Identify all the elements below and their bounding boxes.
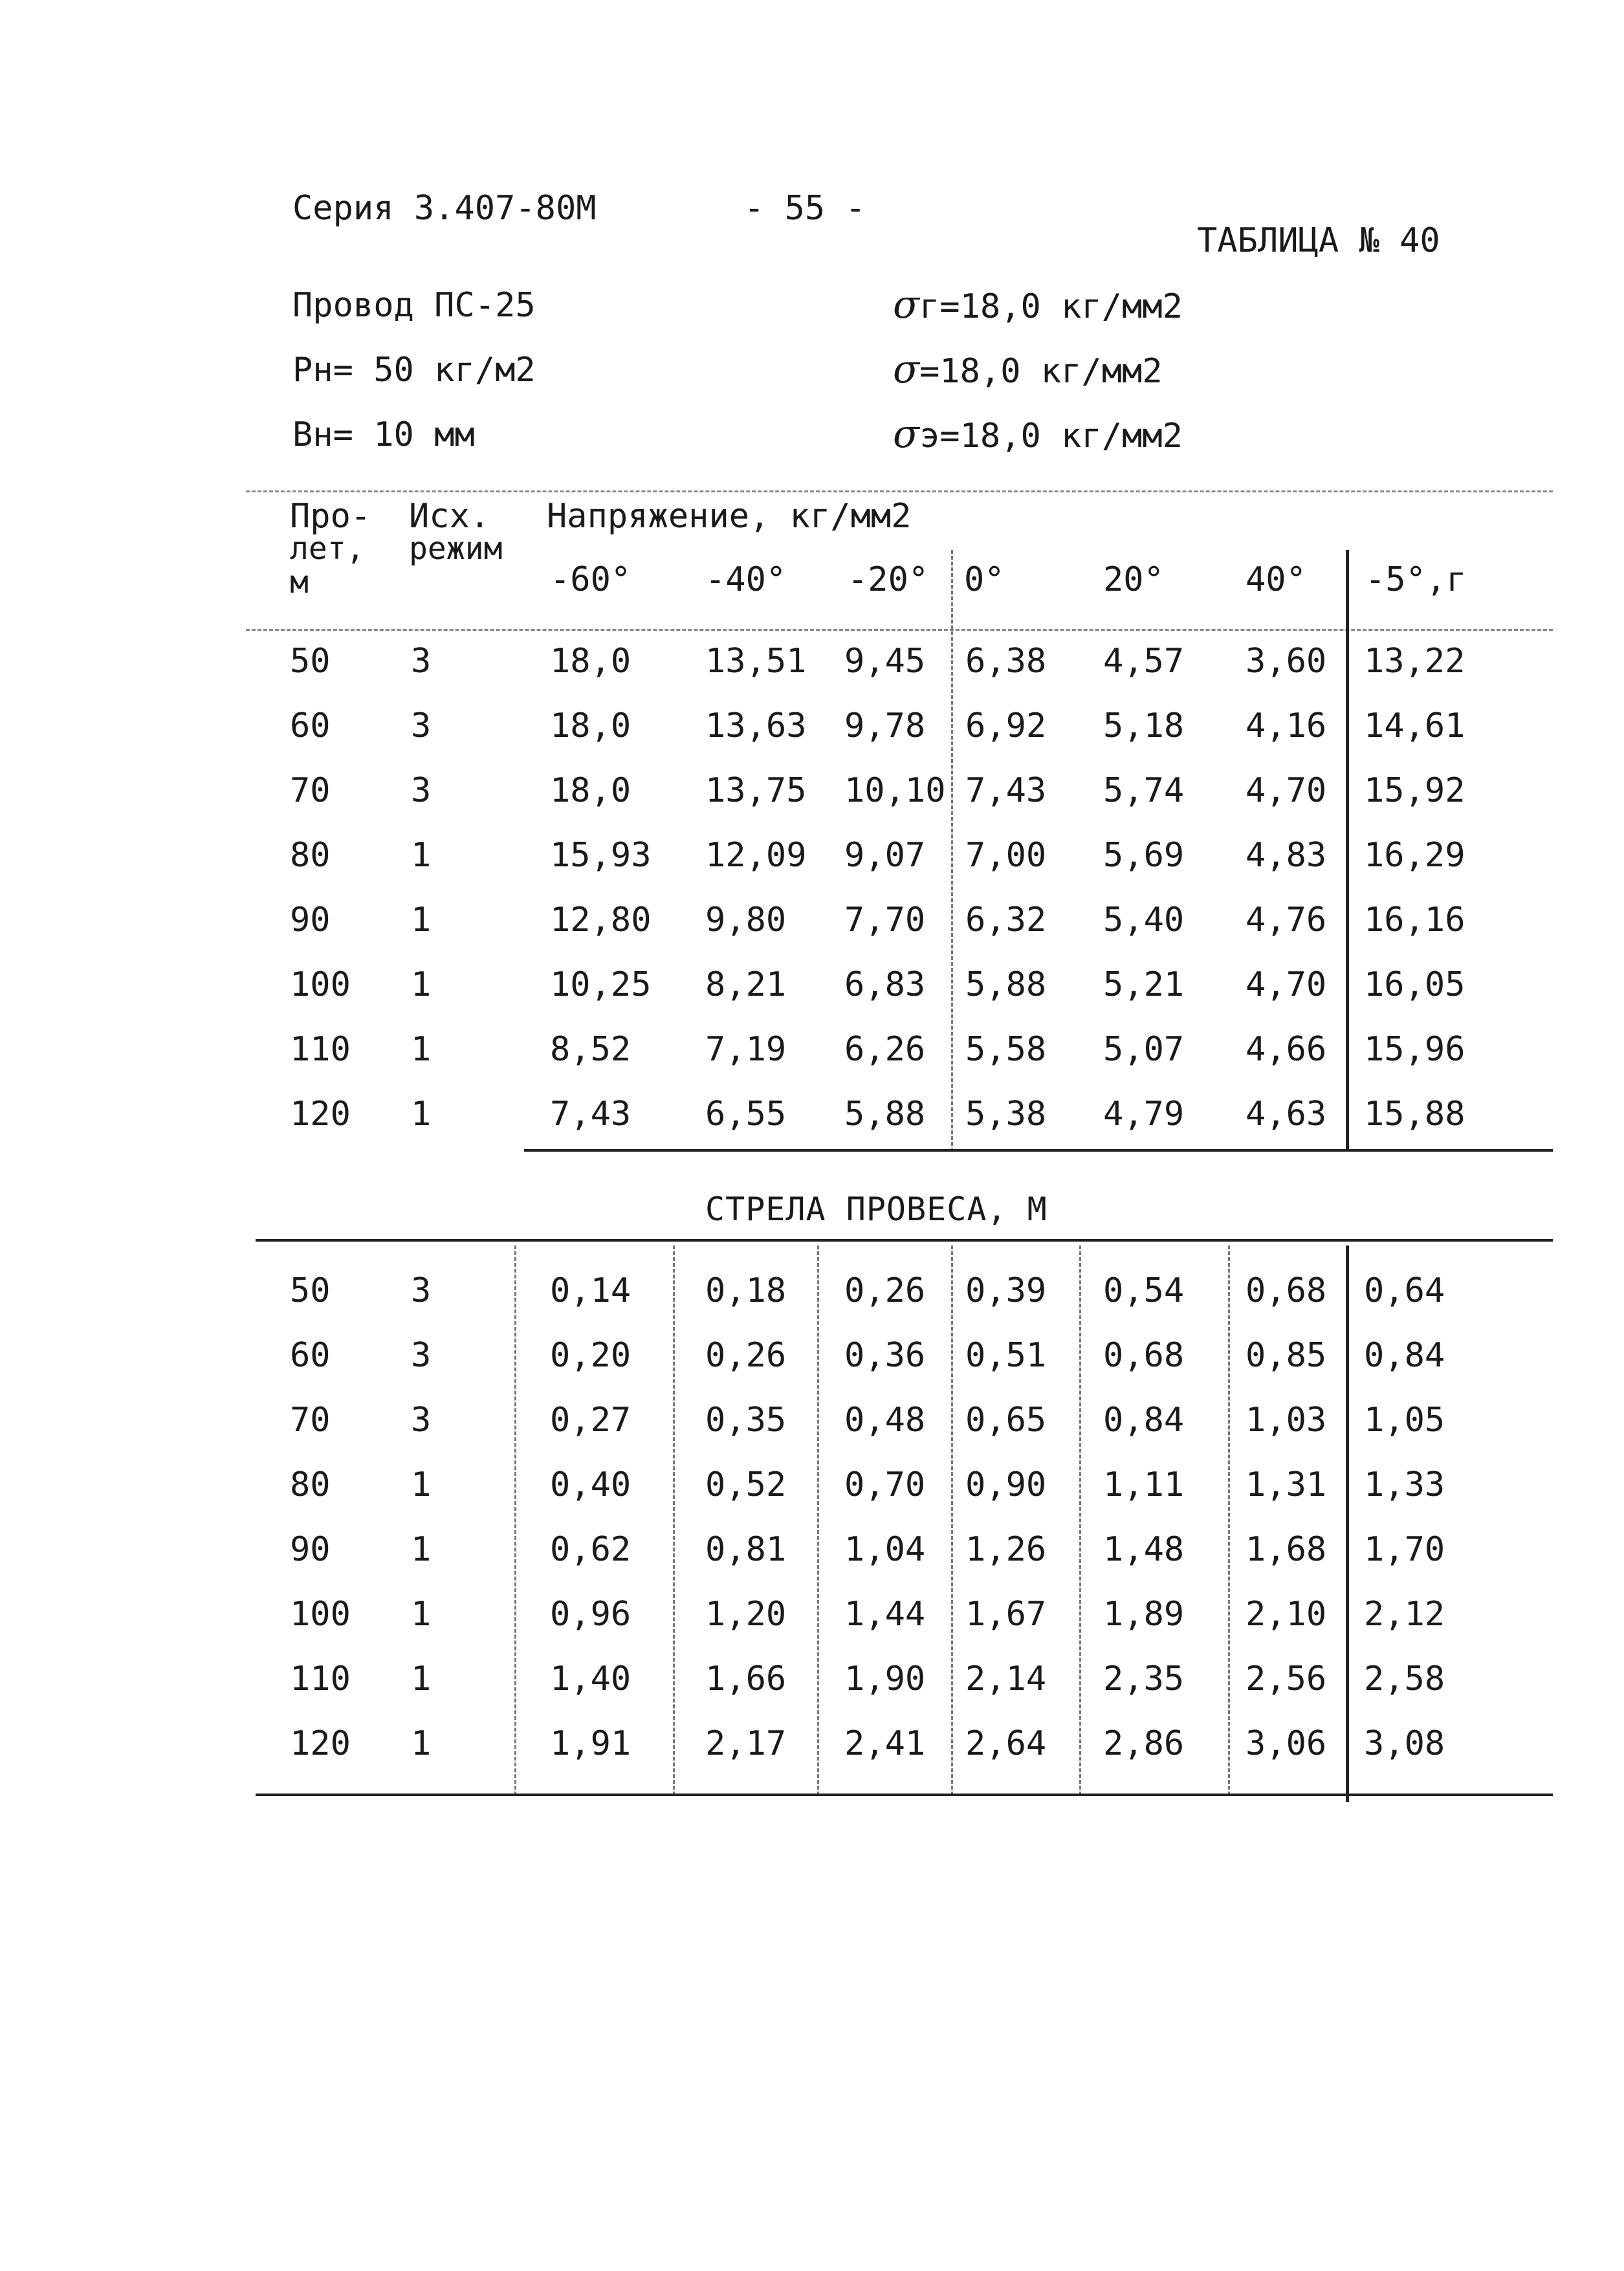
sag-span-cell: 100	[290, 1595, 351, 1634]
col-temp-m60: -60°	[550, 560, 631, 599]
sag-divider	[1079, 1245, 1081, 1795]
stress-mode-cell: 3	[411, 642, 432, 681]
sag-value-cell: 0,40	[550, 1465, 631, 1504]
sag-value-cell: 1,33	[1364, 1465, 1445, 1504]
stress-span-cell: 80	[290, 836, 331, 875]
sag-value-cell: 1,89	[1103, 1595, 1185, 1634]
sag-bottom-rule	[256, 1794, 1553, 1796]
sag-mode-cell: 1	[411, 1595, 432, 1634]
sag-value-cell: 0,68	[1245, 1271, 1327, 1310]
sag-divider	[817, 1245, 819, 1795]
sag-value-cell: 1,26	[965, 1530, 1047, 1569]
sag-span-cell: 120	[290, 1724, 351, 1763]
stress-value-cell: 5,88	[844, 1095, 926, 1134]
stress-value-cell: 15,88	[1364, 1095, 1465, 1134]
stress-value-cell: 18,0	[550, 771, 631, 810]
sag-value-cell: 1,48	[1103, 1530, 1185, 1569]
stress-value-cell: 6,38	[965, 642, 1047, 681]
sag-value-cell: 0,81	[705, 1530, 787, 1569]
sigma-g-value: г=18,0 кг/мм2	[919, 287, 1183, 326]
param-sigma-e	[893, 411, 1183, 457]
stress-value-cell: 4,70	[1245, 771, 1327, 810]
stress-value-cell: 13,63	[705, 707, 807, 745]
stress-mode-cell: 1	[411, 1030, 432, 1069]
stress-span-cell: 110	[290, 1030, 351, 1069]
stress-value-cell: 10,25	[550, 965, 652, 1004]
stress-value-cell: 16,16	[1364, 901, 1465, 939]
sag-span-cell: 80	[290, 1465, 331, 1504]
sag-value-cell: 0,54	[1103, 1271, 1185, 1310]
stress-value-cell: 5,21	[1103, 965, 1185, 1004]
sag-value-cell: 2,14	[965, 1660, 1047, 1698]
stress-value-cell: 4,70	[1245, 965, 1327, 1004]
stress-mode-cell: 1	[411, 1095, 432, 1134]
sag-value-cell: 2,12	[1364, 1595, 1445, 1634]
sag-value-cell: 2,10	[1245, 1595, 1327, 1634]
stress-value-cell: 6,83	[844, 965, 926, 1004]
sag-value-cell: 1,05	[1364, 1401, 1445, 1440]
stress-value-cell: 16,05	[1364, 965, 1465, 1004]
sag-value-cell: 0,26	[844, 1271, 926, 1310]
stress-mode-cell: 3	[411, 771, 432, 810]
stress-value-cell: 4,66	[1245, 1030, 1327, 1069]
stress-value-cell: 8,52	[550, 1030, 631, 1069]
stress-value-cell: 4,76	[1245, 901, 1327, 939]
sag-mode-cell: 1	[411, 1660, 432, 1698]
param-sigma-g	[893, 282, 1183, 327]
sag-value-cell: 0,26	[705, 1336, 787, 1375]
stress-value-cell: 9,07	[844, 836, 926, 875]
sag-value-cell: 1,90	[844, 1660, 926, 1698]
stress-value-cell: 6,26	[844, 1030, 926, 1069]
stress-value-cell: 14,61	[1364, 707, 1465, 745]
sag-value-cell: 0,48	[844, 1401, 926, 1440]
stress-value-cell: 5,88	[965, 965, 1047, 1004]
sag-value-cell: 0,14	[550, 1271, 631, 1310]
stress-value-cell: 15,93	[550, 836, 652, 875]
sag-mode-cell: 1	[411, 1530, 432, 1569]
col-temp-m5g: -5°,г	[1365, 560, 1467, 599]
sag-mode-cell: 3	[411, 1271, 432, 1310]
stress-value-cell: 15,92	[1364, 771, 1465, 810]
sag-value-cell: 0,65	[965, 1401, 1047, 1440]
stress-span-cell: 100	[290, 965, 351, 1004]
col-temp-20: 20°	[1103, 560, 1164, 599]
sag-value-cell: 0,84	[1103, 1401, 1185, 1440]
col-span-line2: лет,	[290, 531, 365, 567]
stress-value-cell: 7,00	[965, 836, 1047, 875]
sag-value-cell: 2,41	[844, 1724, 926, 1763]
stress-value-cell: 4,63	[1245, 1095, 1327, 1134]
stress-value-cell: 7,70	[844, 901, 926, 939]
sag-span-cell: 60	[290, 1336, 331, 1375]
sigma-icon: σ	[893, 411, 919, 457]
sag-value-cell: 1,04	[844, 1530, 926, 1569]
sag-value-cell: 0,39	[965, 1271, 1047, 1310]
stress-value-cell: 13,51	[705, 642, 807, 681]
sag-divider-solid	[1346, 1245, 1349, 1802]
stress-value-cell: 6,32	[965, 901, 1047, 939]
sigma-icon: σ	[893, 282, 919, 327]
stress-span-cell: 120	[290, 1095, 351, 1134]
sag-span-cell: 70	[290, 1401, 331, 1440]
stress-value-cell: 13,22	[1364, 642, 1465, 681]
stress-value-cell: 12,09	[705, 836, 807, 875]
sag-mode-cell: 1	[411, 1465, 432, 1504]
col-temp-40: 40°	[1245, 560, 1306, 599]
sag-title: СТРЕЛА ПРОВЕСА, М	[705, 1190, 1048, 1228]
stress-mode-cell: 1	[411, 901, 432, 939]
stress-value-cell: 5,69	[1103, 836, 1185, 875]
stress-mode-cell: 1	[411, 965, 432, 1004]
sag-value-cell: 2,35	[1103, 1660, 1185, 1698]
sag-divider	[514, 1245, 516, 1795]
sag-value-cell: 1,66	[705, 1660, 787, 1698]
stress-value-cell: 5,18	[1103, 707, 1185, 745]
sag-value-cell: 0,90	[965, 1465, 1047, 1504]
param-sigma-minus	[893, 347, 1163, 392]
stress-value-cell: 16,29	[1364, 836, 1465, 875]
sag-value-cell: 2,64	[965, 1724, 1047, 1763]
sag-value-cell: 2,17	[705, 1724, 787, 1763]
sigma-minus-value: =18,0 кг/мм2	[919, 352, 1163, 391]
stress-value-cell: 9,80	[705, 901, 787, 939]
sag-divider	[1228, 1245, 1230, 1795]
sag-value-cell: 0,27	[550, 1401, 631, 1440]
sigma-e-value: э=18,0 кг/мм2	[919, 417, 1183, 455]
page-number: - 55 -	[744, 189, 866, 228]
sag-value-cell: 0,64	[1364, 1271, 1445, 1310]
col-mode-line2: режим	[409, 531, 503, 567]
sag-value-cell: 0,62	[550, 1530, 631, 1569]
sag-value-cell: 1,20	[705, 1595, 787, 1634]
col-mode-line1: Исх.	[409, 497, 490, 536]
stress-value-cell: 10,10	[844, 771, 946, 810]
sag-value-cell: 0,96	[550, 1595, 631, 1634]
stress-divider	[951, 550, 953, 1152]
stress-span-cell: 70	[290, 771, 331, 810]
sag-value-cell: 1,67	[965, 1595, 1047, 1634]
stress-value-cell: 8,21	[705, 965, 787, 1004]
stress-value-cell: 3,60	[1245, 642, 1327, 681]
sag-value-cell: 0,36	[844, 1336, 926, 1375]
stress-value-cell: 18,0	[550, 642, 631, 681]
sag-value-cell: 0,85	[1245, 1336, 1327, 1375]
stress-value-cell: 12,80	[550, 901, 652, 939]
stress-value-cell: 13,75	[705, 771, 807, 810]
col-temp-m20: -20°	[848, 560, 929, 599]
param-ice: Вн= 10 мм	[292, 415, 475, 454]
stress-divider-solid	[1346, 550, 1349, 1152]
sag-divider	[951, 1245, 953, 1795]
sag-value-cell: 2,58	[1364, 1660, 1445, 1698]
stress-value-cell: 7,43	[550, 1095, 631, 1134]
stress-value-cell: 5,40	[1103, 901, 1185, 939]
sag-value-cell: 1,31	[1245, 1465, 1327, 1504]
sag-span-cell: 110	[290, 1660, 351, 1698]
sag-value-cell: 0,51	[965, 1336, 1047, 1375]
stress-value-cell: 5,07	[1103, 1030, 1185, 1069]
stress-value-cell: 4,57	[1103, 642, 1185, 681]
param-pressure: Рн= 50 кг/м2	[292, 351, 536, 389]
stress-value-cell: 7,19	[705, 1030, 787, 1069]
stress-value-cell: 7,43	[965, 771, 1047, 810]
sag-value-cell: 1,91	[550, 1724, 631, 1763]
stress-bottom-rule	[524, 1149, 1553, 1152]
stress-span-cell: 90	[290, 901, 331, 939]
sag-value-cell: 0,84	[1364, 1336, 1445, 1375]
sag-value-cell: 3,06	[1245, 1724, 1327, 1763]
sag-divider	[673, 1245, 675, 1795]
table-label: ТАБЛИЦА № 40	[1197, 221, 1440, 260]
sag-value-cell: 0,18	[705, 1271, 787, 1310]
stress-mode-cell: 1	[411, 836, 432, 875]
sag-value-cell: 1,40	[550, 1660, 631, 1698]
sag-mode-cell: 3	[411, 1401, 432, 1440]
sag-value-cell: 2,56	[1245, 1660, 1327, 1698]
stress-span-cell: 50	[290, 642, 331, 681]
col-temp-m40: -40°	[705, 560, 787, 599]
stress-value-cell: 6,92	[965, 707, 1047, 745]
sag-value-cell: 3,08	[1364, 1724, 1445, 1763]
stress-value-cell: 5,74	[1103, 771, 1185, 810]
sag-title-rule	[256, 1239, 1553, 1242]
sag-value-cell: 2,86	[1103, 1724, 1185, 1763]
sag-span-cell: 50	[290, 1271, 331, 1310]
stress-value-cell: 9,45	[844, 642, 926, 681]
stress-value-cell: 6,55	[705, 1095, 787, 1134]
sag-value-cell: 0,70	[844, 1465, 926, 1504]
col-span-line3: м	[290, 564, 309, 600]
stress-value-cell: 4,16	[1245, 707, 1327, 745]
stress-value-cell: 4,79	[1103, 1095, 1185, 1134]
sag-value-cell: 0,68	[1103, 1336, 1185, 1375]
table-top-rule	[246, 490, 1553, 492]
sag-value-cell: 1,11	[1103, 1465, 1185, 1504]
stress-value-cell: 9,78	[844, 707, 926, 745]
sag-span-cell: 90	[290, 1530, 331, 1569]
sag-value-cell: 1,03	[1245, 1401, 1327, 1440]
col-temp-0: 0°	[964, 560, 1005, 599]
sag-value-cell: 1,68	[1245, 1530, 1327, 1569]
stress-value-cell: 18,0	[550, 707, 631, 745]
stress-value-cell: 4,83	[1245, 836, 1327, 875]
sag-value-cell: 1,44	[844, 1595, 926, 1634]
sigma-icon: σ	[893, 347, 919, 392]
stress-mode-cell: 3	[411, 707, 432, 745]
stress-value-cell: 5,38	[965, 1095, 1047, 1134]
sag-mode-cell: 1	[411, 1724, 432, 1763]
stress-value-cell: 5,58	[965, 1030, 1047, 1069]
sag-mode-cell: 3	[411, 1336, 432, 1375]
col-span-line1: Про-	[290, 497, 371, 536]
param-wire: Провод ПС-25	[292, 286, 536, 325]
col-stress-title: Напряжение, кг/мм2	[547, 497, 912, 536]
sag-value-cell: 0,52	[705, 1465, 787, 1504]
sag-value-cell: 1,70	[1364, 1530, 1445, 1569]
stress-value-cell: 15,96	[1364, 1030, 1465, 1069]
sag-value-cell: 0,20	[550, 1336, 631, 1375]
series-label: Серия 3.407-80М	[292, 189, 597, 228]
stress-span-cell: 60	[290, 707, 331, 745]
header-separator	[246, 629, 1553, 631]
sag-value-cell: 0,35	[705, 1401, 787, 1440]
